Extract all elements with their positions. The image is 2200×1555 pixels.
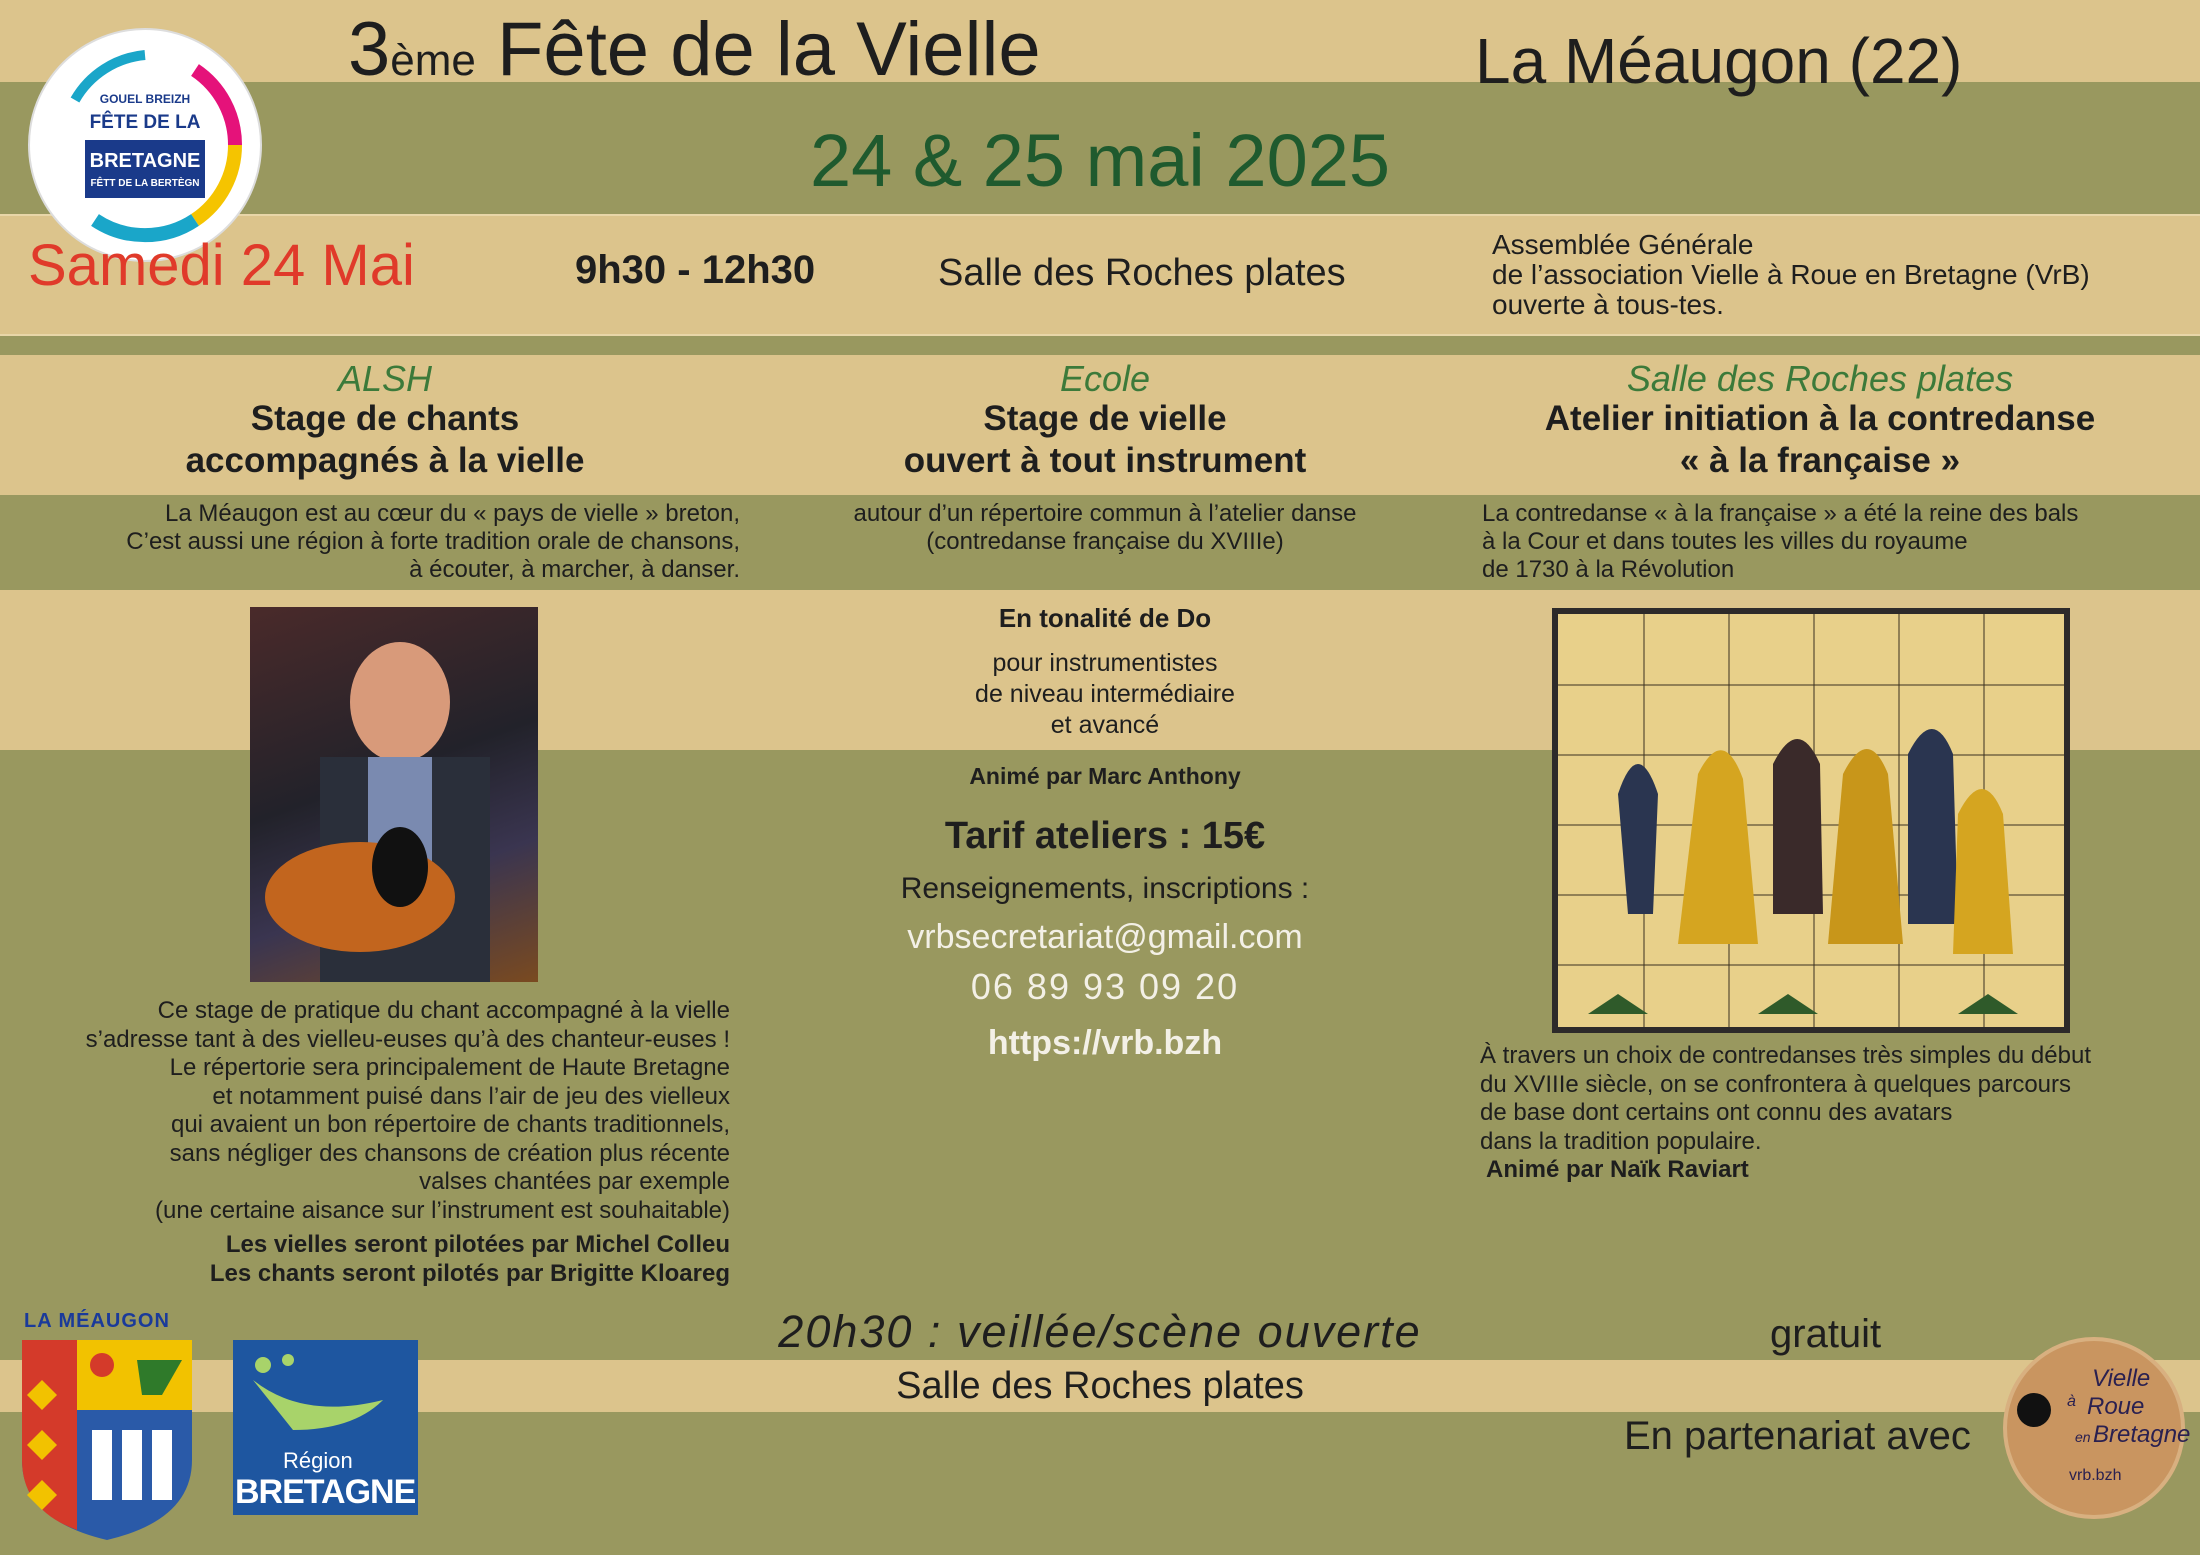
website-link[interactable]: https://vrb.bzh bbox=[987, 1024, 1223, 1062]
saturday-day: Samedi 24 Mai bbox=[28, 233, 415, 298]
vrb-line3: Bretagne bbox=[2093, 1421, 2191, 1448]
event-location: La Méaugon (22) bbox=[1475, 25, 1963, 97]
town-name: LA MÉAUGON bbox=[24, 1310, 170, 1332]
dancers-art bbox=[1558, 614, 2064, 1027]
col3-leader: Animé par Naïk Raviart bbox=[1486, 1156, 1749, 1183]
col1-desc-line: Le répertorie sera principalement de Haute Bretagne bbox=[169, 1054, 730, 1081]
col2-key: En tonalité de Do bbox=[998, 603, 1212, 633]
partner-text: En partenariat avec bbox=[1624, 1414, 1971, 1458]
region-bretagne-logo bbox=[233, 1340, 418, 1515]
contredanse-tile-painting bbox=[1552, 608, 2070, 1033]
col1-title-line: Stage de chants bbox=[250, 399, 520, 438]
col1-desc-line: sans négliger des chansons de création plus récente bbox=[169, 1139, 730, 1167]
col3-intro-line: La contredanse « à la française » a été la reine des bals bbox=[1482, 500, 2079, 527]
col1-leader-line: Les chants seront pilotés par Brigitte Kloareg bbox=[209, 1259, 730, 1287]
col3-title bbox=[1460, 398, 2180, 482]
la-meaugon-crest bbox=[22, 1340, 192, 1540]
region-bretagne-art bbox=[233, 1340, 418, 1450]
col1-desc-line: s’adresse tant à des vielleu-euses qu’à des chanteur-euses ! bbox=[85, 1025, 730, 1053]
col1-intro-line: C’est aussi une région à forte tradition orale de chansons, bbox=[126, 528, 740, 555]
region-big: BRETAGNE bbox=[235, 1473, 416, 1511]
badge-top: GOUEL BREIZH bbox=[99, 92, 191, 106]
col1-leader-line: Les vielles seront pilotées par Michel Colleu bbox=[225, 1231, 730, 1258]
fete-bretagne-logo bbox=[28, 28, 262, 262]
col2-venue: Ecole bbox=[1059, 358, 1151, 399]
col3-intro-line: de 1730 à la Révolution bbox=[1482, 556, 1735, 583]
col1-desc-line: et notamment puisé dans l’air de jeu des vielleux bbox=[212, 1082, 730, 1110]
col2-leader: Animé par Marc Anthony bbox=[969, 763, 1241, 789]
col2-title-line: ouvert à tout instrument bbox=[903, 441, 1307, 480]
hurdy-gurdy-player-photo bbox=[250, 607, 538, 982]
saturday-place: Salle des Roches plates bbox=[938, 252, 1346, 294]
evening-price: gratuit bbox=[1770, 1312, 1882, 1356]
col3-description bbox=[1480, 1042, 2190, 1185]
event-title: Fête de la Vielle bbox=[497, 7, 1041, 92]
col1-description bbox=[40, 997, 730, 1288]
edition-suffix: ème bbox=[390, 36, 476, 85]
col3-desc-line: À travers un choix de contredanses très simples du début bbox=[1480, 1042, 2091, 1069]
page-title bbox=[348, 6, 1348, 93]
badge-line1: FÊTE DE LA bbox=[89, 112, 201, 133]
col2-intro bbox=[760, 500, 1450, 556]
col2-title bbox=[760, 398, 1450, 482]
col3-intro-line: à la Cour et dans toutes les villes du royaume bbox=[1482, 528, 1968, 555]
vrb-line-en: en bbox=[2075, 1429, 2091, 1445]
badge-line2: BRETAGNE bbox=[89, 150, 201, 172]
col2-level-line: de niveau intermédiaire bbox=[975, 680, 1235, 708]
col3-desc-line: de base dont certains ont connu des avatars bbox=[1480, 1099, 1953, 1126]
col3-desc-line: du XVIIIe siècle, on se confrontera à quelques parcours bbox=[1480, 1070, 2072, 1098]
registration-info: Renseignements, inscriptions : bbox=[900, 872, 1310, 905]
vrb-line1: Vielle bbox=[2092, 1365, 2151, 1392]
col3-venue: Salle des Roches plates bbox=[1626, 358, 2014, 399]
col1-title bbox=[40, 398, 730, 482]
col2-title-line: Stage de vielle bbox=[983, 399, 1227, 438]
fete-bretagne-logo-art bbox=[30, 30, 260, 260]
badge-line3: FÊTT DE LA BERTÈGN bbox=[90, 178, 200, 189]
col1-desc-line: (une certaine aisance sur l’instrument est souhaitable) bbox=[155, 1196, 730, 1224]
col3-desc-line: dans la tradition populaire. bbox=[1480, 1127, 1762, 1155]
vrb-line-a: à bbox=[2067, 1393, 2076, 1410]
region-small: Région bbox=[283, 1448, 353, 1473]
vrb-dot-icon bbox=[2017, 1393, 2051, 1427]
contact-phone: 06 89 93 09 20 bbox=[970, 966, 1240, 1007]
col1-venue: ALSH bbox=[337, 358, 433, 399]
col1-desc-line: valses chantées par exemple bbox=[419, 1168, 730, 1195]
edition-number: 3 bbox=[348, 7, 391, 92]
saturday-time: 9h30 - 12h30 bbox=[575, 248, 816, 292]
col1-desc-line: Ce stage de pratique du chant accompagné à la vielle bbox=[157, 997, 730, 1024]
evening-time: 20h30 : veillée/scène ouverte bbox=[778, 1306, 1422, 1357]
assembly-line: ouverte à tous-tes. bbox=[1492, 289, 1724, 320]
assembly-line: Assemblée Générale bbox=[1492, 229, 1754, 260]
vrb-logo bbox=[2003, 1337, 2191, 1519]
col3-title-line: « à la française » bbox=[1679, 441, 1961, 480]
assembly-line: de l’association Vielle à Roue en Bretagne (VrB) bbox=[1492, 259, 2090, 290]
col2-level bbox=[760, 648, 1450, 741]
col1-intro bbox=[40, 500, 740, 584]
col2-intro-line: (contredanse française du XVIIIe) bbox=[926, 528, 1284, 555]
event-dates: 24 & 25 mai 2025 bbox=[809, 119, 1391, 202]
col1-desc-line: qui avaient un bon répertoire de chants traditionnels, bbox=[170, 1111, 730, 1138]
vrb-line2: Roue bbox=[2087, 1393, 2145, 1420]
col1-intro-line: La Méaugon est au cœur du « pays de vielle » breton, bbox=[164, 500, 740, 527]
photo-art bbox=[250, 607, 538, 982]
contact-email[interactable]: vrbsecretariat@gmail.com bbox=[907, 918, 1303, 956]
col1-intro-line: à écouter, à marcher, à danser. bbox=[409, 556, 740, 583]
assembly-text bbox=[1492, 230, 2182, 320]
vrb-site: vrb.bzh bbox=[2069, 1467, 2122, 1484]
col3-title-line: Atelier initiation à la contredanse bbox=[1544, 399, 2096, 438]
col2-level-line: et avancé bbox=[1050, 711, 1160, 739]
col2-intro-line: autour d’un répertoire commun à l’atelier danse bbox=[853, 500, 1357, 527]
col3-intro bbox=[1482, 500, 2182, 584]
col2-level-line: pour instrumentistes bbox=[992, 649, 1218, 677]
workshop-price: Tarif ateliers : 15€ bbox=[944, 815, 1266, 857]
col1-title-line: accompagnés à la vielle bbox=[185, 441, 585, 480]
evening-place: Salle des Roches plates bbox=[896, 1365, 1304, 1407]
